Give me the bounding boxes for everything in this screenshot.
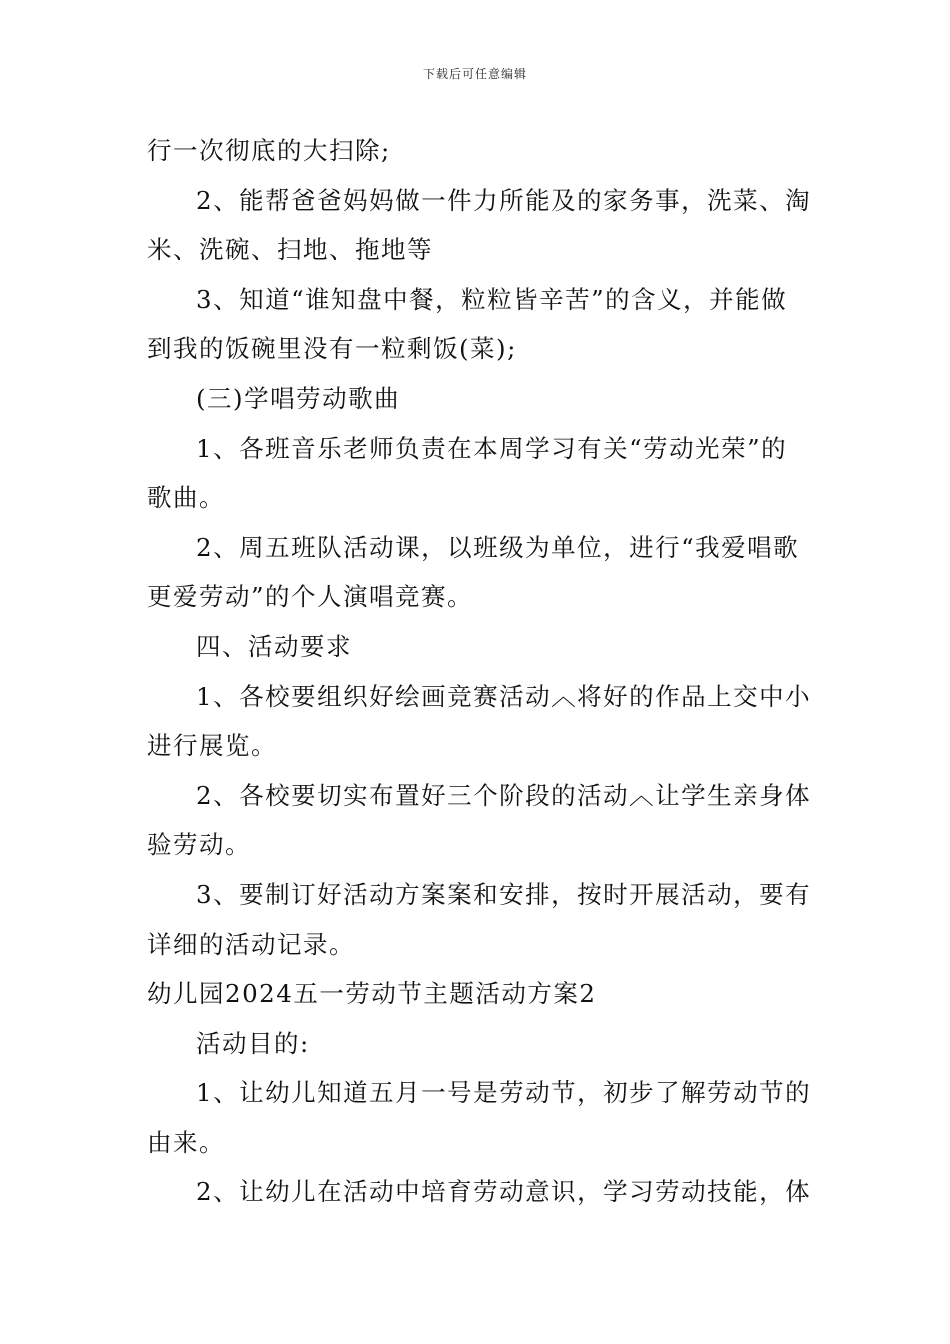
body-line: 3、要制订好活动方案案和安排，按时开展活动，要有 [196,879,812,909]
body-line: 1、各班音乐老师负责在本周学习有关“劳动光荣”的 [196,433,788,463]
section-heading: 活动目的: [196,1028,310,1058]
body-line: 验劳动。 [147,830,251,860]
document-title: 幼儿园2024五一劳动节主题活动方案2 [147,979,597,1009]
body-line: 更爱劳动”的个人演唱竞赛。 [147,582,474,612]
body-line: 3、知道“谁知盘中餐，粒粒皆辛苦”的含义，并能做 [196,284,788,314]
body-line: 到我的饭碗里没有一粒剩饭(菜); [147,334,517,364]
body-line: 2、各校要切实布置好三个阶段的活动︿让学生亲身体 [196,780,812,810]
body-line: 2、能帮爸爸妈妈做一件力所能及的家务事，洗菜、淘 [196,185,812,215]
page-header: 下载后可任意编辑 [422,67,527,81]
body-line: 由来。 [147,1127,225,1157]
body-line: 1、让幼儿知道五月一号是劳动节，初步了解劳动节的 [196,1078,812,1108]
body-line: 详细的活动记录。 [147,929,355,959]
body-line: 1、各校要组织好绘画竞赛活动︿将好的作品上交中小 [196,681,812,711]
body-line: 行一次彻底的大扫除; [147,136,391,165]
body-line: 2、让幼儿在活动中培育劳动意识，学习劳动技能，体 [196,1177,812,1207]
body-line: 米、洗碗、扫地、拖地等 [147,235,433,265]
document-body [147,126,812,1217]
section-heading: 四、活动要求 [196,631,352,661]
section-heading: (三)学唱劳动歌曲 [196,383,401,413]
body-line: 2、周五班队活动课，以班级为单位，进行“我爱唱歌 [196,532,800,562]
body-line: 进行展览。 [147,731,277,761]
body-line: 歌曲。 [147,483,225,513]
